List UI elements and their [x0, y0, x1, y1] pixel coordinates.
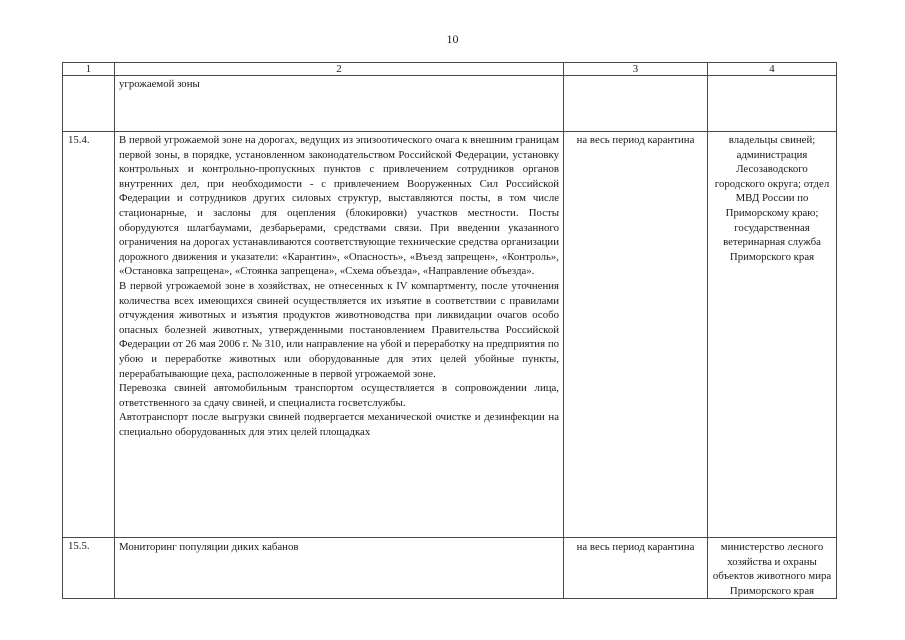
- table-header-row: [63, 63, 837, 76]
- measures-table: [62, 62, 837, 599]
- measure-paragraph: В первой угрожаемой зоне в хозяйствах, не отнесенных к IV компартменту, после уточнения количества всех имеющихся свиней осуществляется их изъятие в соответствии с правилами отчуждения животных и изъятия продуктов животноводства при ликвидации очагов особо опасных болезней животных, утвержденными постановлением Правительства Российской Федерации от 26 мая 2006 г. № 310, или направление на убой и переработку на предприятия по убою и переработке животных или оборудованные для этих целей убойные пункты, перерабатывающие цеха, расположенные в первой угрожаемой зоне.: [119, 279, 559, 380]
- responsible-cell: [708, 76, 837, 132]
- page-number: 10: [446, 32, 459, 46]
- measure-cell: [115, 538, 564, 599]
- measure-paragraph: угрожаемой зоны: [119, 78, 200, 90]
- measure-paragraph: В первой угрожаемой зоне на дорогах, ведущих из эпизоотического очага к внешним границам первой зоны, в порядке, установленном законодательством Российской Федерации, установку контрольных и контрольно-пропускных пунктов с привлечением сотрудников органов внутренних дел, при необходимости - с привлечением Вооруженных Сил Российской Федерации и сотрудников других силовых структур, выставляются посты, в том числе стационарные, и заслоны для оцепления (блокировки) участков местности. Посты оборудуются шлагбаумами, дезбарьерами, средствами связи. При введении указанного ограничения на дорогах устанавливаются соответствующие технические средства организации дорожного движения и указатели: «Карантин», «Опасность», «Въезд запрещен», «Контроль», «Остановка запрещена», «Стоянка запрещена», «Схема объезда», «Направление объезда».: [119, 134, 559, 278]
- row-number-cell: [63, 76, 115, 132]
- table-row: [63, 132, 837, 538]
- table-row: [63, 538, 837, 599]
- period-cell: на весь период карантина: [564, 132, 708, 538]
- responsible-cell: владельцы свиней; администрация Лесозаводского городского округа; отдел МВД России по Приморскому краю; государственная ветеринарная служба Приморского края: [708, 132, 837, 538]
- column-header-measure: 2: [115, 63, 564, 76]
- period-cell: [564, 76, 708, 132]
- column-header-period: 3: [564, 63, 708, 76]
- column-header-responsible: 4: [708, 63, 837, 76]
- responsible-cell: министерство лесного хозяйства и охраны объектов животного мира Приморского края: [708, 538, 837, 599]
- period-cell: на весь период карантина: [564, 538, 708, 599]
- measure-paragraph: Мониторинг популяции диких кабанов: [119, 541, 299, 553]
- column-header-number: 1: [63, 63, 115, 76]
- measure-cell: [115, 76, 564, 132]
- measure-paragraph: Автотранспорт после выгрузки свиней подвергается механической очистке и дезинфекции на специально оборудованных для этих целей площадках: [119, 411, 559, 438]
- measure-cell: [115, 132, 564, 538]
- table-row: [63, 76, 837, 132]
- row-number-cell: 15.5.: [63, 538, 115, 599]
- measure-paragraph: Перевозка свиней автомобильным транспортом осуществляется в сопровождении лица, ответственного за сдачу свиней, и специалиста госветслужбы.: [119, 382, 559, 409]
- row-number-cell: 15.4.: [63, 132, 115, 538]
